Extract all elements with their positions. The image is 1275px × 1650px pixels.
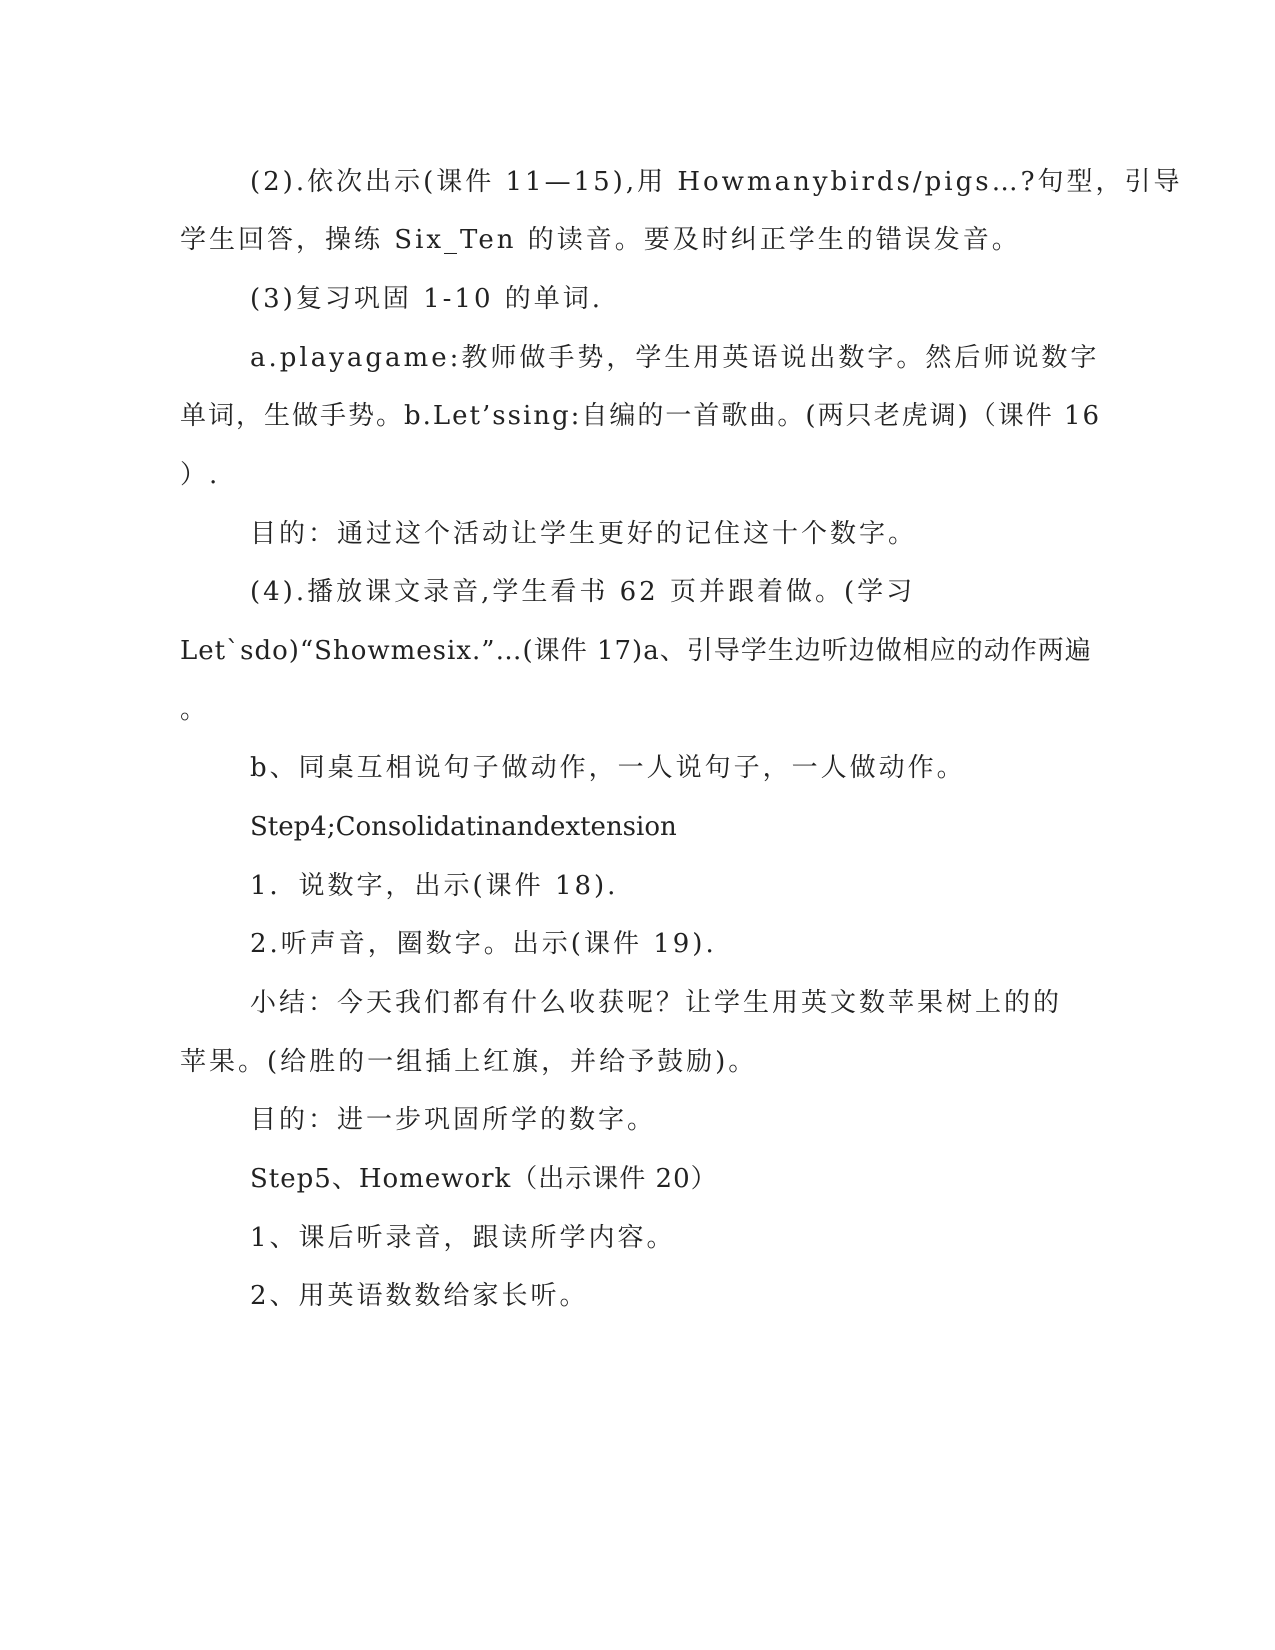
paragraph-line: 目的：通过这个活动让学生更好的记住这十个数字。 (250, 519, 918, 549)
paragraph-line: 1、课后听录音，跟读所学内容。 (250, 1223, 676, 1253)
paragraph-line: ）. (180, 460, 221, 490)
paragraph-line: (3)复习巩固 1-10 的单词. (250, 284, 604, 314)
paragraph-line: a.playagame:教师做手势，学生用英语说出数字。然后师说数字 (250, 343, 1100, 373)
paragraph-line: 2.听声音，圈数字。出示(课件 19). (250, 929, 717, 959)
paragraph-line: 苹果。(给胜的一组插上红旗，并给予鼓励)。 (180, 1047, 758, 1077)
section-heading: Step4;Consolidatinandextension (250, 812, 677, 842)
paragraph-line: 单词，生做手势。b.Let’ssing:自编的一首歌曲。(两只老虎调)（课件 16 (180, 401, 1102, 431)
paragraph-line: (4).播放课文录音,学生看书 62 页并跟着做。(学习 (250, 577, 916, 607)
paragraph-line: 学生回答，操练 Six_Ten 的读音。要及时纠正学生的错误发音。 (180, 225, 1021, 255)
paragraph-line: 1．说数字，出示(课件 18). (250, 871, 619, 901)
paragraph-line: 目的：进一步巩固所学的数字。 (250, 1105, 657, 1135)
section-heading: Step5、Homework（出示课件 20） (250, 1164, 718, 1194)
paragraph-line: Let`sdo)“Showmesix.”…(课件 17)a、引导学生边听边做相应的动作两遍 (180, 636, 1092, 666)
paragraph-line: 。 (180, 695, 210, 725)
paragraph-line: 小结：今天我们都有什么收获呢？让学生用英文数苹果树上的的 (250, 988, 1063, 1018)
paragraph-line: b、同桌互相说句子做动作，一人说句子，一人做动作。 (250, 753, 966, 783)
paragraph-line: 2、用英语数数给家长听。 (250, 1281, 589, 1311)
paragraph-line: (2).依次出示(课件 11—15),用 Howmanybirds/pigs…?句型，引导 (250, 167, 1183, 197)
